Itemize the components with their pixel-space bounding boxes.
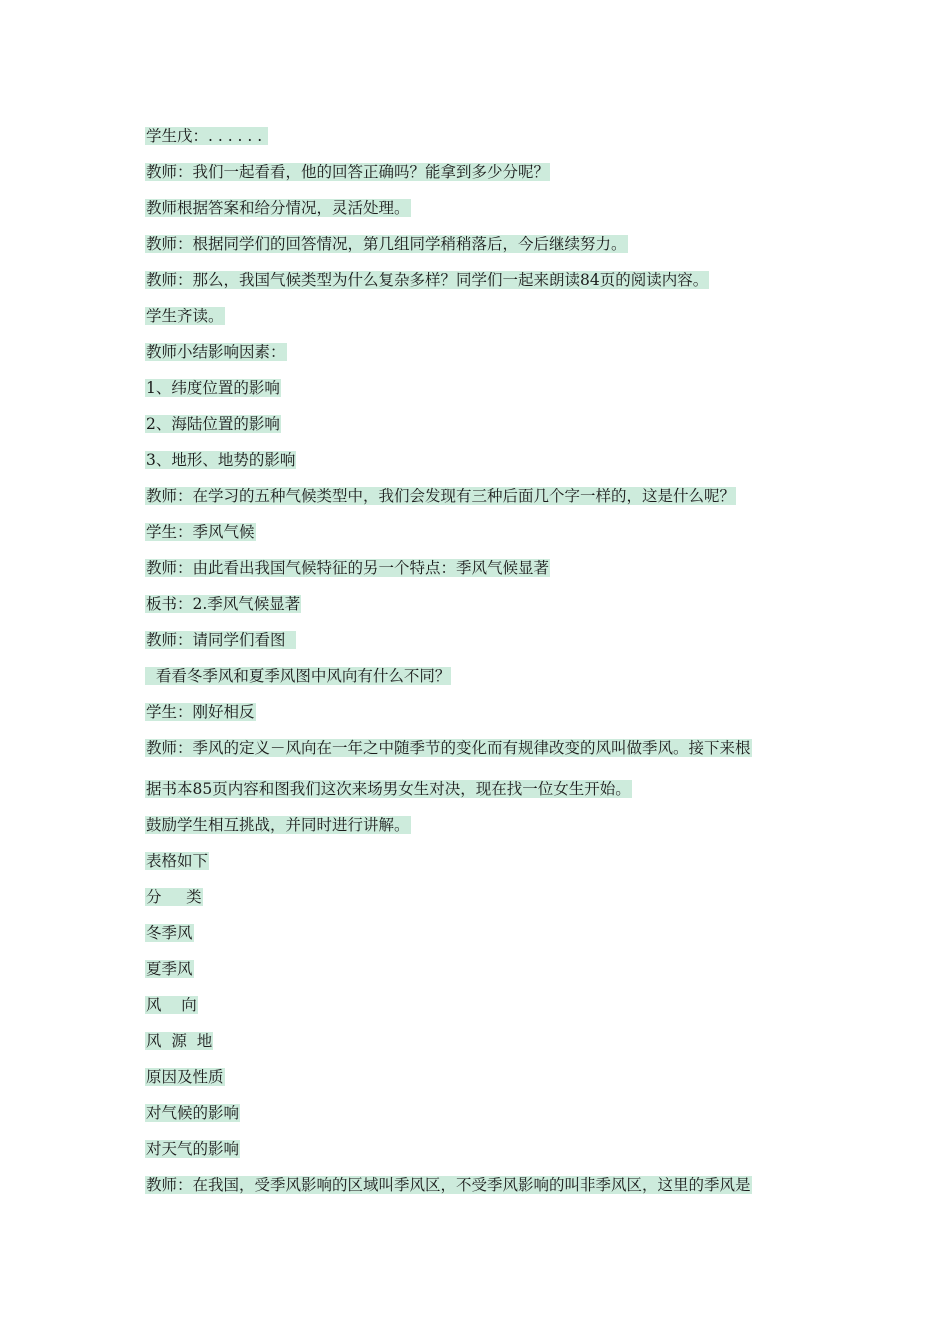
text-line [145, 270, 709, 290]
text-line [145, 306, 225, 326]
text-line [145, 779, 632, 799]
text-line [145, 522, 256, 542]
line-text: 教师：那么，我国气候类型为什么复杂多样？同学们一起来朗读84页的阅读内容。 [146, 271, 709, 289]
line-text: 板书：2.季风气候显著 [146, 595, 301, 613]
text-line [145, 1175, 752, 1195]
text-line [145, 486, 736, 506]
line-text: 看看冬季风和夏季风图中风向有什么不同？ [146, 667, 451, 685]
text-line [145, 162, 550, 182]
line-text: 3、地形、地势的影响 [146, 451, 296, 469]
line-text: 风 向 [146, 996, 197, 1014]
line-text: 学生：刚好相反 [146, 703, 255, 721]
line-text: 表格如下 [146, 852, 209, 870]
line-text: 2、海陆位置的影响 [146, 415, 280, 433]
line-text: 夏季风 [146, 960, 193, 978]
line-text: 冬季风 [146, 924, 193, 942]
line-text: 教师：由此看出我国气候特征的另一个特点：季风气候显著 [146, 559, 550, 577]
line-text: 分 类 [146, 888, 202, 906]
text-line [145, 234, 628, 254]
line-text: 对天气的影响 [146, 1140, 240, 1158]
line-text: 教师：在我国，受季风影响的区域叫季风区，不受季风影响的叫非季风区，这里的季风是 [146, 1176, 751, 1194]
line-text: 风 源 地 [146, 1032, 213, 1050]
table-row-label [145, 995, 198, 1015]
line-text: 学生戊：. . . . . . [146, 127, 268, 145]
line-text: 教师：根据同学们的回答情况，第几组同学稍稍落后，今后继续努力。 [146, 235, 627, 253]
line-text: 教师根据答案和给分情况，灵活处理。 [146, 199, 410, 217]
line-text: 学生齐读。 [146, 307, 224, 325]
table-header-cell [145, 887, 203, 907]
table-row-label [145, 1139, 240, 1159]
text-line [145, 558, 550, 578]
line-text: 教师：在学习的五种气候类型中，我们会发现有三种后面几个字一样的，这是什么呢？ [146, 487, 736, 505]
text-line [145, 630, 296, 650]
table-header-cell [145, 923, 194, 943]
text-line [145, 702, 256, 722]
line-text: 鼓励学生相互挑战，并同时进行讲解。 [146, 816, 410, 834]
text-line [145, 378, 281, 398]
line-text: 据书本85页内容和图我们这次来场男女生对决，现在找一位女生开始。 [146, 780, 631, 798]
text-line [145, 815, 411, 835]
table-header-cell [145, 959, 194, 979]
line-text: 学生：季风气候 [146, 523, 255, 541]
text-line [145, 594, 301, 614]
line-text: 教师：季风的定义－风向在一年之中随季节的变化而有规律改变的风叫做季风。接下来根 [146, 739, 751, 757]
line-text: 对气候的影响 [146, 1104, 240, 1122]
text-line [145, 666, 451, 686]
text-line [145, 342, 287, 362]
text-line [145, 450, 296, 470]
text-line [145, 738, 752, 758]
line-text: 1、纬度位置的影响 [146, 379, 280, 397]
line-text: 教师小结影响因素： [146, 343, 286, 361]
line-text: 原因及性质 [146, 1068, 224, 1086]
text-line [145, 851, 209, 871]
text-line [145, 198, 411, 218]
text-line [145, 414, 281, 434]
table-row-label [145, 1103, 240, 1123]
line-text: 教师：我们一起看看，他的回答正确吗？能拿到多少分呢？ [146, 163, 550, 181]
table-row-label [145, 1067, 225, 1087]
line-text: 教师：请同学们看图 [146, 631, 296, 649]
text-line [145, 126, 268, 146]
table-row-label [145, 1031, 213, 1051]
